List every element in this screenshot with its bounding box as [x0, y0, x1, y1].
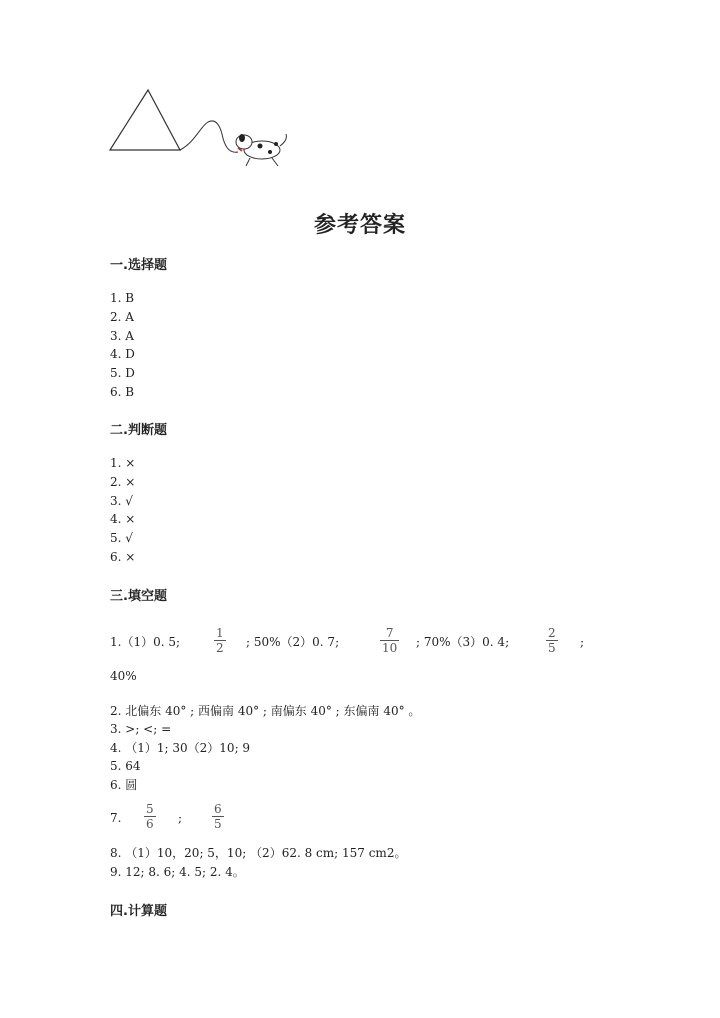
answer-q1-end: ;	[580, 635, 585, 649]
fraction-numerator: 1	[216, 626, 224, 640]
list-item: 5. D	[110, 366, 135, 380]
answer-q1-label: 1.（1）0. 5;	[110, 635, 181, 649]
fraction-numerator: 6	[214, 802, 222, 816]
list-item: 6. ×	[110, 550, 136, 564]
answer-q8: 8. （1）10，20; 5，10; （2）62. 8 cm; 157 cm2。	[110, 846, 407, 860]
answer-q7-sep: ;	[178, 811, 183, 825]
section-heading-fill: 三.填空题	[110, 589, 167, 604]
fraction-numerator: 7	[380, 626, 399, 641]
triangle-dog-illustration	[100, 82, 300, 172]
fraction-denominator: 10	[382, 641, 398, 655]
fraction-numerator: 2	[548, 626, 556, 640]
answer-q2: 2. 北偏东 40° ; 西偏南 40° ; 南偏东 40° ; 东偏南 40° 。	[110, 704, 421, 718]
fraction-denominator: 5	[548, 641, 556, 655]
answer-q4: 4. （1）1; 30（2）10; 9	[110, 741, 251, 755]
list-item: 2. A	[110, 310, 134, 324]
fraction-5-6	[144, 802, 156, 831]
fraction-denominator: 6	[146, 817, 154, 831]
list-item: 2. ×	[110, 475, 136, 489]
dog-icon	[236, 134, 286, 166]
fraction-6-5	[212, 802, 224, 831]
list-item: 1. B	[110, 291, 135, 305]
list-item: 4. D	[110, 347, 135, 361]
answer-q7-label: 7.	[110, 811, 122, 825]
fraction-numerator: 5	[146, 802, 154, 816]
fraction-7-10	[380, 626, 399, 655]
list-item: 4. ×	[110, 512, 136, 526]
answer-q1-continued: 40%	[110, 669, 137, 683]
page-title: 参考答案	[313, 212, 406, 238]
list-item: 3. √	[110, 494, 133, 508]
string-line	[180, 121, 238, 152]
answer-q6: 6. 圆	[110, 778, 138, 792]
answer-q1-mid1: ; 50%（2）0. 7;	[246, 635, 340, 649]
answer-q1-mid2: ; 70%（3）0. 4;	[416, 635, 510, 649]
list-item: 3. A	[110, 329, 134, 343]
list-item: 5. √	[110, 531, 133, 545]
answer-q3: 3. >; <; =	[110, 722, 172, 736]
fraction-1-2	[214, 626, 226, 655]
fraction-denominator: 2	[216, 641, 224, 655]
section-heading-choice: 一.选择题	[110, 258, 167, 273]
fraction-denominator: 5	[214, 817, 222, 831]
section-heading-judge: 二.判断题	[110, 423, 167, 438]
triangle-shape	[110, 90, 180, 150]
section-heading-calc: 四.计算题	[110, 904, 167, 919]
list-item: 1. ×	[110, 456, 136, 470]
list-item: 6. B	[110, 385, 135, 399]
fraction-2-5	[546, 626, 558, 655]
answer-q5: 5. 64	[110, 759, 141, 773]
answer-q9: 9. 12; 8. 6; 4. 5; 2. 4。	[110, 865, 245, 879]
